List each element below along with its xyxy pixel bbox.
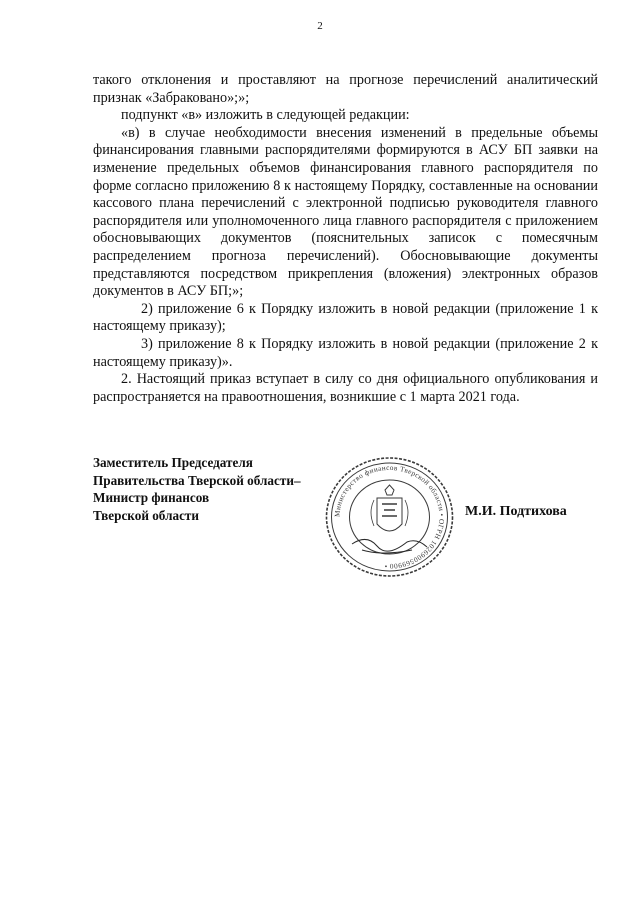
signatory-title	[93, 454, 353, 524]
paragraph-continuation: такого отклонения и проставляют на прогнозе перечислений аналитический признак «Забраковано»;»;	[93, 72, 598, 106]
signatory-name: М.И. Подтихова	[465, 504, 567, 519]
seal-inner-ring	[350, 480, 430, 554]
paragraph-item-2: 2) приложение 6 к Порядку изложить в новой редакции (приложение 1 к настоящему приказу);	[93, 300, 598, 335]
signatory-title-line: Министр финансов	[93, 490, 210, 505]
coat-of-arms-icon	[371, 485, 408, 531]
signatory-title-line: Заместитель Председателя	[93, 455, 253, 470]
seal-ring-text: Министерство финансов Тверской области • ОГРН 1026900569900 •	[333, 463, 446, 571]
official-seal	[322, 454, 457, 580]
signatory-title-line: Правительства Тверской области–	[93, 472, 301, 488]
signature-scribble-icon	[352, 539, 427, 553]
signatory-title-line: Тверской области	[93, 507, 199, 523]
page-number: 2	[317, 20, 323, 32]
seal-middle-ring	[332, 463, 448, 571]
paragraph-item-3: 3) приложение 8 к Порядку изложить в новой редакции (приложение 2 к настоящему приказу)».	[93, 335, 598, 370]
seal-outer-ring	[327, 458, 453, 576]
paragraph-subpoint-v-text: «в) в случае необходимости внесения изменений в предельные объемы финансирования главными распорядителями формируются в АСУ БП заявки на изменение предельных объемов финансирования главного распорядителя по форме согласно приложению 8 к настоящему Порядку, составленные на основании кассового плана перечислений с электронной подписью руководителя главного распорядителя или уполномоченного лица главного распорядителя с приложением обосновывающих документов (пояснительных записок с помесячным распределением прогноза перечислений). Обосновывающие документы представляются посредством прикрепления (вложения) электронных образов документов в АСУ БП;»;	[93, 124, 598, 300]
signature-block	[93, 454, 613, 584]
paragraph-effective-date: 2. Настоящий приказ вступает в силу со дня официального опубликования и распространяется на правоотношения, возникшие с 1 марта 2021 года.	[93, 371, 598, 405]
paragraph-subpoint-v-intro: подпункт «в» изложить в следующей редакции:	[121, 107, 410, 124]
document-body	[93, 72, 598, 406]
